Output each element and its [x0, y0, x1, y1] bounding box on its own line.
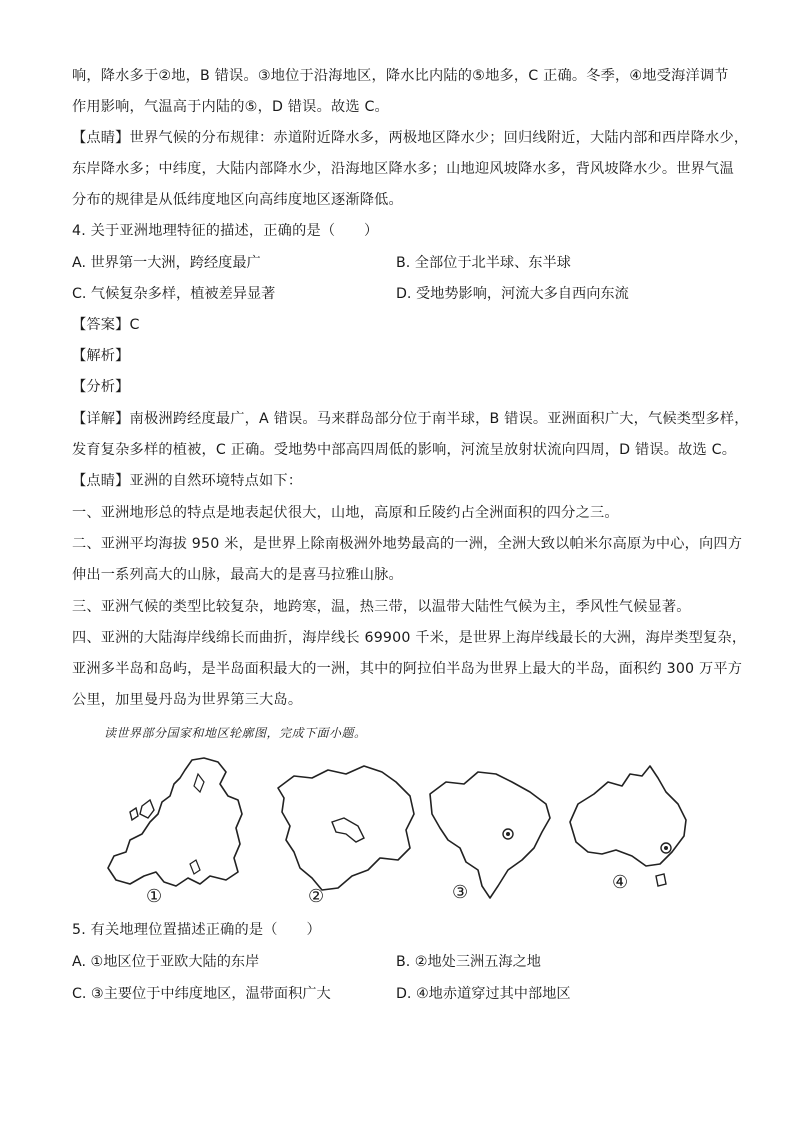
text-line: 分布的规律是从低纬度地区向高纬度地区逐渐降低。: [72, 192, 403, 208]
q5-option-a: A. ①地区位于亚欧大陆的东岸: [72, 954, 260, 970]
map-label-1: ①: [146, 886, 163, 907]
q5-option-d: D. ④地赤道穿过其中部地区: [396, 986, 571, 1002]
text-line: 【点睛】世界气候的分布规律：赤道附近降水多，两极地区降水少；回归线附近，大陆内部和西岸降水少，: [72, 130, 749, 146]
map-label-4: ④: [612, 872, 629, 893]
q4-answer: 【答案】C: [72, 317, 140, 333]
text-line: 一、亚洲地形总的特点是地表起伏很大，山地，高原和丘陵约占全洲面积的四分之三。: [72, 505, 619, 521]
text-line: 东岸降水多；中纬度，大陆内部降水少，沿海地区降水多；山地迎风坡降水多，背风坡降水少。世界气温: [72, 161, 734, 177]
q4-fenxi-heading: 【分析】: [72, 379, 130, 395]
text-line: 二、亚洲平均海拔 950 米，是世界上除南极洲外地势最高的一洲，全洲大致以帕米尔高原为中心，向四方: [72, 536, 743, 552]
brazil-outline-map: [420, 752, 560, 902]
text-line: 四、亚洲的大陆海岸线绵长而曲折，海岸线长 69900 千米，是世界上海岸线最长的大洲，海岸类型复杂，: [72, 630, 747, 646]
text-line: 公里，加里曼丹岛为世界第三大岛。: [72, 692, 303, 708]
outline-maps-figure: [100, 752, 700, 912]
australia-outline-map: [566, 752, 696, 902]
text-line: 发育复杂多样的植被，C 正确。受地势中部高四周低的影响，河流呈放射状流向四周，D 错误。故选 C。: [72, 442, 737, 458]
figure-caption: 读世界部分国家和地区轮廓图，完成下面小题。: [104, 726, 367, 740]
q4-option-c: C. 气候复杂多样，植被差异显著: [72, 286, 276, 302]
question-5: 5. 有关地理位置描述正确的是（ ）: [72, 922, 321, 938]
text-line: 【点睛】亚洲的自然环境特点如下：: [72, 473, 303, 489]
q4-option-b: B. 全部位于北半球、东半球: [396, 255, 571, 271]
question-4: 4. 关于亚洲地理特征的描述，正确的是（ ）: [72, 223, 379, 239]
text-line: 作用影响，气温高于内陆的⑤，D 错误。故选 C。: [72, 99, 389, 115]
text-line: 伸出一系列高大的山脉，最高大的是喜马拉雅山脉。: [72, 567, 403, 583]
map-label-2: ②: [308, 886, 325, 907]
q4-analysis-heading: 【解析】: [72, 348, 130, 364]
text-line: 亚洲多半岛和岛屿，是半岛面积最大的一洲，其中的阿拉伯半岛为世界上最大的半岛，面积约 300 万平方: [72, 661, 743, 677]
text-line: 三、亚洲气候的类型比较复杂，地跨寒，温，热三带，以温带大陆性气候为主，季风性气候显著。: [72, 599, 691, 615]
europe-outline-map: [100, 752, 250, 902]
q4-option-a: A. 世界第一大洲，跨经度最广: [72, 255, 261, 271]
text-line: 响，降水多于②地，B 错误。③地位于沿海地区，降水比内陆的⑤地多，C 正确。冬季，④地受海洋调节: [72, 68, 729, 84]
text-line: 【详解】南极洲跨经度最广，A 错误。马来群岛部分位于南半球，B 错误。亚洲面积广大，气候类型多样，: [72, 411, 749, 427]
q5-option-b: B. ②地处三洲五海之地: [396, 954, 541, 970]
q4-option-d: D. 受地势影响，河流大多自西向东流: [396, 286, 629, 302]
q5-option-c: C. ③主要位于中纬度地区，温带面积广大: [72, 986, 331, 1002]
map-label-3: ③: [452, 882, 469, 903]
middle-east-outline-map: [272, 752, 422, 902]
